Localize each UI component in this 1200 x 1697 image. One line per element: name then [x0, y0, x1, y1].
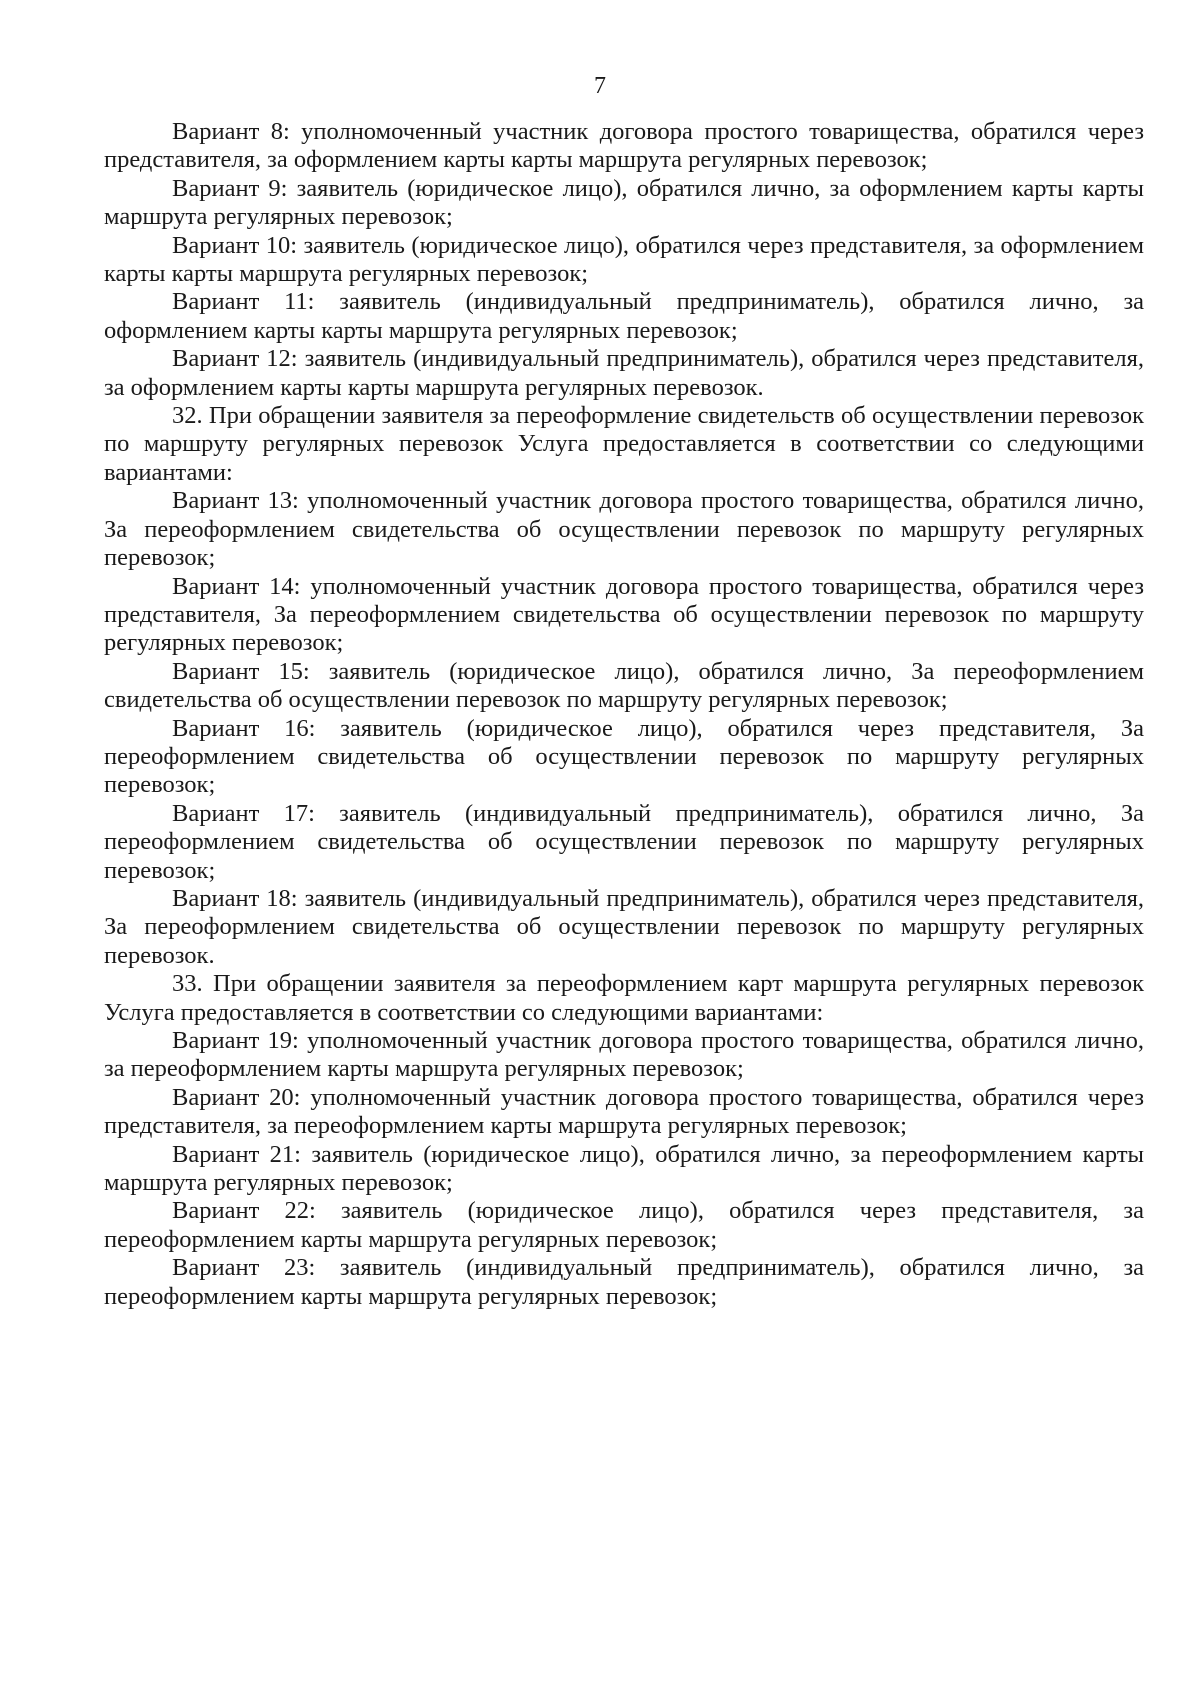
paragraph-section-33: 33. При обращении заявителя за переоформлением карт маршрута регулярных перевозок Услуга предоставляется в соответствии со следующими вариантами:: [104, 970, 1144, 1026]
paragraph-variant-12: Вариант 12: заявитель (индивидуальный предприниматель), обратился через представителя, за оформлением карты карты маршрута регулярных перевозок.: [104, 345, 1144, 401]
paragraph-variant-22: Вариант 22: заявитель (юридическое лицо), обратился через представителя, за переоформлением карты маршрута регулярных перевозок;: [104, 1197, 1144, 1253]
paragraph-variant-8: Вариант 8: уполномоченный участник договора простого товарищества, обратился через представителя, за оформлением карты карты маршрута регулярных перевозок;: [104, 118, 1144, 174]
paragraph-variant-15: Вариант 15: заявитель (юридическое лицо), обратился лично, За переоформлением свидетельства об осуществлении перевозок по маршруту регулярных перевозок;: [104, 657, 1144, 714]
paragraph-variant-13: Вариант 13: уполномоченный участник договора простого товарищества, обратился лично, За переоформлением свидетельства об осуществлении перевозок по маршруту регулярных перевозок;: [104, 487, 1144, 572]
page-number: 7: [594, 73, 606, 99]
paragraph-variant-17: Вариант 17: заявитель (индивидуальный предприниматель), обратился лично, За переоформлением свидетельства об осуществлении перевозок по маршруту регулярных перевозок;: [104, 799, 1144, 884]
paragraph-variant-18: Вариант 18: заявитель (индивидуальный предприниматель), обратился через представителя, За переоформлением свидетельства об осуществлении перевозок по маршруту регулярных перевозок.: [104, 884, 1144, 969]
paragraph-variant-14: Вариант 14: уполномоченный участник договора простого товарищества, обратился через представителя, За переоформлением свидетельства об осуществлении перевозок по маршруту регулярных перевозок;: [104, 572, 1144, 657]
paragraph-variant-16: Вариант 16: заявитель (юридическое лицо), обратился через представителя, За переоформлением свидетельства об осуществлении перевозок по маршруту регулярных перевозок;: [104, 714, 1144, 799]
paragraph-variant-11: Вариант 11: заявитель (индивидуальный предприниматель), обратился лично, за оформлением карты карты маршрута регулярных перевозок;: [104, 288, 1144, 344]
document-body: [104, 118, 1144, 1311]
paragraph-variant-23: Вариант 23: заявитель (индивидуальный предприниматель), обратился лично, за переоформлением карты маршрута регулярных перевозок;: [104, 1254, 1144, 1310]
paragraph-variant-21: Вариант 21: заявитель (юридическое лицо), обратился лично, за переоформлением карты маршрута регулярных перевозок;: [104, 1140, 1144, 1197]
paragraph-variant-20: Вариант 20: уполномоченный участник договора простого товарищества, обратился через представителя, за переоформлением карты маршрута регулярных перевозок;: [104, 1083, 1144, 1140]
paragraph-variant-19: Вариант 19: уполномоченный участник договора простого товарищества, обратился лично, за переоформлением карты маршрута регулярных перевозок;: [104, 1027, 1144, 1083]
paragraph-section-32: 32. При обращении заявителя за переоформление свидетельств об осуществлении перевозок по маршруту регулярных перевозок Услуга предоставляется в соответствии со следующими вариантами:: [104, 402, 1144, 486]
paragraph-variant-9: Вариант 9: заявитель (юридическое лицо), обратился лично, за оформлением карты карты маршрута регулярных перевозок;: [104, 174, 1144, 231]
paragraph-variant-10: Вариант 10: заявитель (юридическое лицо), обратился через представителя, за оформлением карты карты маршрута регулярных перевозок;: [104, 231, 1144, 288]
